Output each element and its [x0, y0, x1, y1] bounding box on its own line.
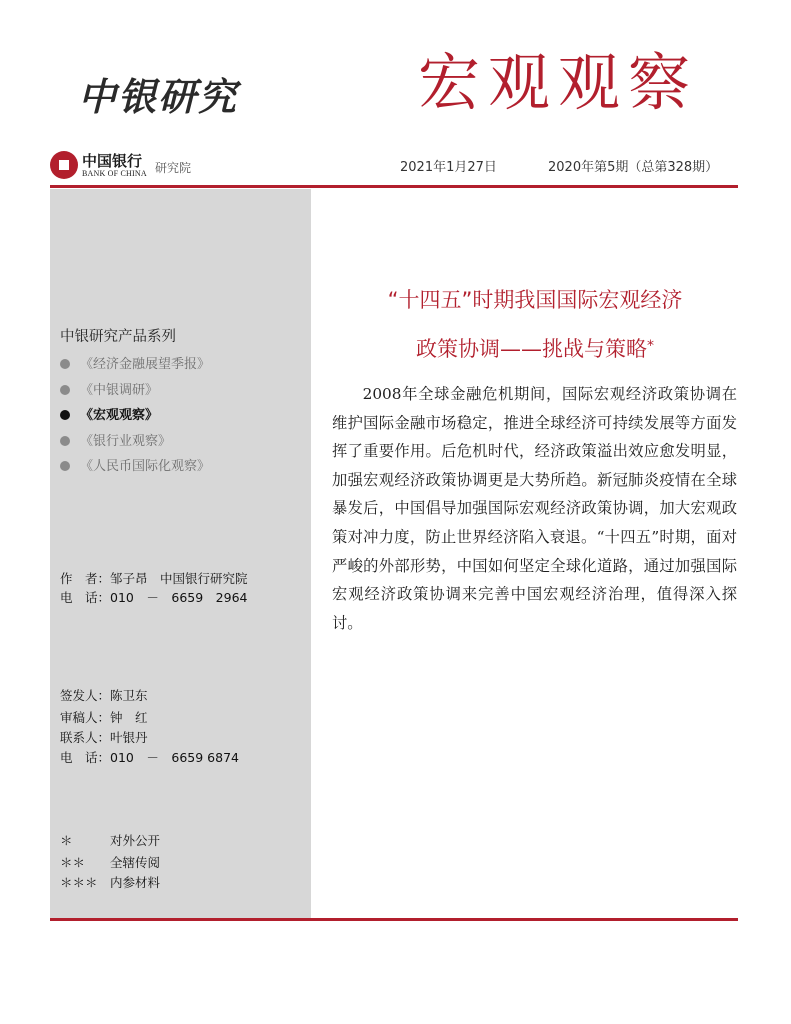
contact-label: 签发人： — [60, 688, 111, 703]
series-item — [60, 379, 210, 405]
header-divider — [50, 185, 738, 188]
contact-label: 电 话： — [60, 750, 111, 765]
series-item-active — [60, 404, 210, 430]
contact-value: 010 － 6659 6874 — [110, 750, 239, 765]
series-item-label: 《银行业观察》 — [80, 433, 172, 449]
series-item — [60, 430, 210, 456]
bullet-icon — [60, 461, 70, 471]
series-item — [60, 353, 210, 379]
sidebar-panel — [50, 189, 311, 918]
contact-row — [60, 728, 148, 746]
phone-label: 电 话： — [60, 590, 111, 605]
bullet-icon — [60, 385, 70, 395]
series-item-label: 《中银调研》 — [80, 382, 159, 398]
article-title-line1: “十四五”时期我国国际宏观经济 — [387, 288, 683, 312]
article-abstract: 2008年全球金融危机期间，国际宏观经济政策协调在维护国际金融市场稳定，推进全球经济可持续发展等方面发挥了重要作用。后危机时代，经济政策溢出效应愈发明显，加强宏观经济政策协调更是大势所趋。新冠肺炎疫情在全球暴发后，中国倡导加强国际宏观经济政策协调，加大宏观政策对冲力度，防止世界经济陷入衰退。“十四五”时期，面对严峻的外部形势，中国如何坚定全球化道路，通过加强国际宏观经济政策协调来完善中国宏观经济治理，值得深入探讨。 — [332, 385, 737, 632]
author-value: 邹子昂 中国银行研究院 — [110, 571, 248, 586]
phone-value: 010 － 6659 2964 — [110, 590, 248, 605]
bullet-icon — [60, 410, 70, 420]
series-list — [60, 353, 210, 481]
article-title-text: 政策协调——挑战与策略 — [416, 337, 647, 361]
bullet-icon — [60, 436, 70, 446]
legend-row — [60, 853, 160, 871]
series-item — [60, 455, 210, 481]
footnote-mark: * — [647, 338, 654, 354]
legend-mark: ＊＊ — [60, 855, 86, 870]
bullet-icon — [60, 359, 70, 369]
legend-text: 全辖传阅 — [110, 855, 161, 870]
legend-row — [60, 873, 160, 891]
bank-of-china-logo-icon — [50, 151, 78, 179]
footer-divider — [50, 918, 738, 921]
series-item-label: 《人民币国际化观察》 — [80, 459, 211, 475]
legend-mark: ＊ — [60, 833, 73, 848]
author-row — [60, 569, 248, 587]
contact-label: 审稿人： — [60, 710, 111, 725]
contact-value: 陈卫东 — [110, 688, 148, 703]
legend-text: 对外公开 — [110, 833, 161, 848]
contact-row — [60, 686, 148, 704]
brand-calligraphy-logo: 中银研究 — [78, 74, 239, 119]
article-title-line2 — [330, 339, 740, 360]
contact-row — [60, 708, 148, 726]
legend-mark: ＊＊＊ — [60, 875, 98, 890]
issue-number: 2020年第5期（总第328期） — [548, 160, 719, 175]
contact-value: 钟 红 — [110, 710, 148, 725]
series-heading: 中银研究产品系列 — [60, 329, 176, 345]
publish-date: 2021年1月27日 — [400, 160, 497, 175]
contact-row — [60, 748, 239, 766]
legend-row — [60, 831, 160, 849]
report-series-title: 宏观观察 — [418, 46, 699, 119]
series-item-label: 《宏观观察》 — [80, 408, 159, 424]
bank-name-en: BANK OF CHINA — [82, 169, 147, 178]
legend-text: 内参材料 — [110, 875, 161, 890]
author-phone-row — [60, 588, 248, 606]
series-item-label: 《经济金融展望季报》 — [80, 357, 211, 372]
bank-name-cn: 中国银行 — [82, 152, 143, 170]
author-label: 作 者： — [60, 571, 111, 586]
department-label: 研究院 — [155, 161, 192, 175]
contact-label: 联系人： — [60, 730, 111, 745]
contact-value: 叶银丹 — [110, 730, 148, 745]
